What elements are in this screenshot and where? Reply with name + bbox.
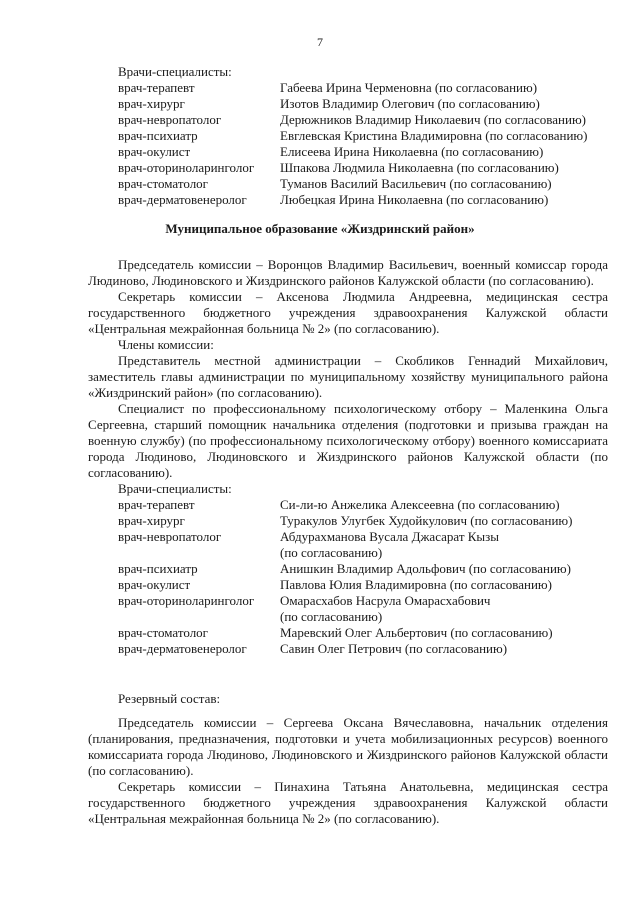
specialist-role: врач-стоматолог bbox=[118, 625, 209, 640]
specialist-role: врач-дерматовенеролог bbox=[118, 641, 247, 656]
specialist-name: Шпакова Людмила Николаевна (по согласованию) bbox=[280, 160, 559, 175]
specialists-list-2 bbox=[88, 497, 608, 657]
specialist-name: Туманов Василий Васильевич (по согласованию) bbox=[280, 176, 552, 191]
page-number: 7 bbox=[317, 35, 323, 49]
commission-body bbox=[88, 257, 608, 657]
specialist-row bbox=[118, 96, 608, 112]
specialist-name: Си-ли-ю Анжелика Алексеевна (по согласованию) bbox=[280, 497, 560, 512]
local-admin-paragraph: Представитель местной администрации – Скобликов Геннадий Михайлович, заместитель главы администрации по муниципальному хозяйству муниципального района «Жиздринский район» (по согласованию). bbox=[88, 353, 608, 400]
specialist-row bbox=[118, 112, 608, 128]
specialist-row bbox=[118, 176, 608, 192]
specialist-row bbox=[118, 497, 608, 513]
specialist-name: Любецкая Ирина Николаевна (по согласованию) bbox=[280, 192, 549, 207]
specialist-row bbox=[118, 128, 608, 144]
specialist-name: Савин Олег Петрович (по согласованию) bbox=[280, 641, 508, 656]
specialist-role: врач-оториноларинголог bbox=[118, 593, 255, 608]
specialist-role: врач-дерматовенеролог bbox=[118, 192, 247, 207]
specialists-title-1: Врачи-специалисты: bbox=[118, 64, 232, 79]
specialist-name: Маревский Олег Альбертович (по согласованию) bbox=[280, 625, 553, 640]
specialist-role: врач-окулист bbox=[118, 577, 191, 592]
specialist-name: Габеева Ирина Черменовна (по согласованию) bbox=[280, 80, 538, 95]
specialist-role: врач-психиатр bbox=[118, 128, 198, 143]
specialist-name: Анишкин Владимир Адольфович (по согласованию) bbox=[280, 561, 571, 576]
psych-paragraph: Специалист по профессиональному психологическому отбору – Маленкина Ольга Сергеевна, старший помощник начальника отделения (подготовки и призыва граждан на военную службу) (по профессиональному психологическому отбору) военного комиссариата города Людиново, Людиновского и Жиздринского районов Калужской области (по согласованию). bbox=[88, 401, 608, 480]
specialist-row bbox=[118, 561, 608, 577]
specialist-role: врач-терапевт bbox=[118, 497, 195, 512]
specialist-name: Евглевская Кристина Владимировна (по согласованию) bbox=[280, 128, 588, 143]
specialist-row bbox=[118, 160, 608, 176]
specialist-row-cont bbox=[118, 545, 608, 561]
specialist-row bbox=[118, 144, 608, 160]
secretary-paragraph: Секретарь комиссии – Аксенова Людмила Андреевна, медицинская сестра государственного бюджетного учреждения здравоохранения Калужской области «Центральная межрайонная больница № 2» (по согласованию). bbox=[88, 289, 608, 336]
specialist-role: врач-невропатолог bbox=[118, 112, 222, 127]
chairman-paragraph: Председатель комиссии – Воронцов Владимир Васильевич, военный комиссар города Людиново, Людиновского и Жиздринского районов Калужской области (по согласованию). bbox=[88, 257, 608, 288]
specialists-list-1 bbox=[88, 64, 608, 208]
specialist-name: Изотов Владимир Олегович (по согласованию) bbox=[280, 96, 540, 111]
specialist-row bbox=[118, 641, 608, 657]
specialist-row bbox=[118, 529, 608, 545]
specialist-name: Омарасхабов Насрула Омарасхабович bbox=[280, 593, 491, 608]
specialist-row bbox=[118, 593, 608, 609]
specialist-row bbox=[118, 80, 608, 96]
specialist-name-cont: (по согласованию) bbox=[280, 609, 383, 624]
reserve-chairman-paragraph: Председатель комиссии – Сергеева Оксана Вячеславовна, начальник отделения (планирования, предназначения, подготовки и учета мобилизационных ресурсов) военного комиссариата города Людиново, Людиновского и Жиздринского районов Калужской области (по согласованию). bbox=[88, 715, 608, 778]
specialist-role: врач-окулист bbox=[118, 144, 191, 159]
specialist-role: врач-невропатолог bbox=[118, 529, 222, 544]
specialist-role: врач-психиатр bbox=[118, 561, 198, 576]
specialist-name: Дерюжников Владимир Николаевич (по согласованию) bbox=[280, 112, 586, 127]
specialist-name: Павлова Юлия Владимировна (по согласованию) bbox=[280, 577, 552, 592]
reserve-secretary-paragraph: Секретарь комиссии – Пинахина Татьяна Анатольевна, медицинская сестра государственного бюджетного учреждения здравоохранения Калужской области «Центральная межрайонная больница № 2» (по согласованию). bbox=[88, 779, 608, 826]
reserve-label: Резервный состав: bbox=[118, 691, 221, 706]
specialist-row bbox=[118, 577, 608, 593]
specialist-row bbox=[118, 192, 608, 208]
specialist-role: врач-хирург bbox=[118, 513, 185, 528]
specialist-name: Туракулов Улугбек Худойкулович (по согласованию) bbox=[280, 513, 573, 528]
members-label: Члены комиссии: bbox=[118, 337, 214, 352]
specialist-row bbox=[118, 513, 608, 529]
section-heading: Муниципальное образование «Жиздринский район» bbox=[165, 221, 475, 236]
specialist-role: врач-хирург bbox=[118, 96, 185, 111]
specialist-role: врач-оториноларинголог bbox=[118, 160, 255, 175]
specialist-row-cont bbox=[118, 609, 608, 625]
specialist-role: врач-стоматолог bbox=[118, 176, 209, 191]
specialists-title-2: Врачи-специалисты: bbox=[118, 481, 232, 496]
specialist-role: врач-терапевт bbox=[118, 80, 195, 95]
specialist-name-cont: (по согласованию) bbox=[280, 545, 383, 560]
specialist-name: Елисеева Ирина Николаевна (по согласованию) bbox=[280, 144, 544, 159]
reserve-section bbox=[88, 691, 608, 827]
specialist-row bbox=[118, 625, 608, 641]
specialist-name: Абдурахманова Вусала Джасарат Кызы bbox=[280, 529, 500, 544]
